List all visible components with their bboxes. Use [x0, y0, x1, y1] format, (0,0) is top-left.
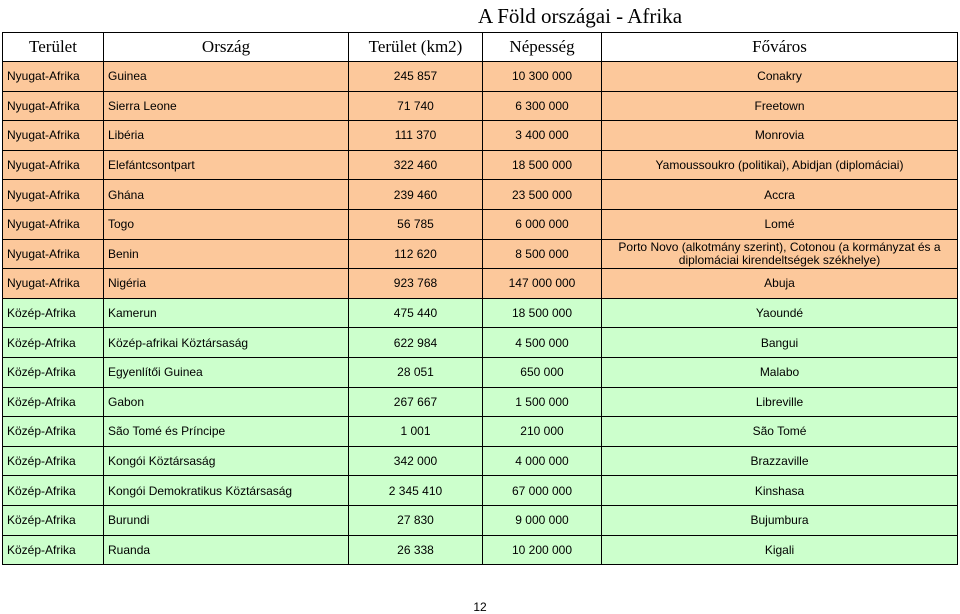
cell-population: 3 400 000: [483, 121, 602, 151]
cell-capital: Yaoundé: [602, 298, 958, 328]
column-header-country: Ország: [104, 33, 349, 62]
cell-country: Elefántcsontpart: [104, 150, 349, 180]
cell-capital: Bujumbura: [602, 505, 958, 535]
cell-population: 6 300 000: [483, 91, 602, 121]
cell-region: Nyugat-Afrika: [3, 180, 104, 210]
cell-capital: Abuja: [602, 269, 958, 299]
column-header-region: Terület: [3, 33, 104, 62]
cell-area: 475 440: [349, 298, 483, 328]
cell-population: 147 000 000: [483, 269, 602, 299]
cell-capital: Porto Novo (alkotmány szerint), Cotonou (a kormányzat és a diplomáciai kirendeltségek székhelye): [602, 239, 958, 269]
cell-area: 71 740: [349, 91, 483, 121]
cell-area: 923 768: [349, 269, 483, 299]
cell-area: 622 984: [349, 328, 483, 358]
cell-area: 112 620: [349, 239, 483, 269]
page-number: 12: [473, 600, 487, 614]
cell-area: 1 001: [349, 417, 483, 447]
cell-area: 267 667: [349, 387, 483, 417]
cell-capital: Bangui: [602, 328, 958, 358]
table-row: [3, 62, 958, 92]
cell-region: Nyugat-Afrika: [3, 91, 104, 121]
cell-region: Közép-Afrika: [3, 535, 104, 565]
cell-country: Nigéria: [104, 269, 349, 299]
cell-population: 18 500 000: [483, 150, 602, 180]
cell-country: Ruanda: [104, 535, 349, 565]
cell-region: Nyugat-Afrika: [3, 150, 104, 180]
cell-population: 4 500 000: [483, 328, 602, 358]
cell-capital: Malabo: [602, 357, 958, 387]
cell-population: 67 000 000: [483, 476, 602, 506]
cell-region: Közép-Afrika: [3, 446, 104, 476]
cell-country: Közép-afrikai Köztársaság: [104, 328, 349, 358]
cell-region: Nyugat-Afrika: [3, 121, 104, 151]
column-header-population: Népesség: [483, 33, 602, 62]
cell-population: 18 500 000: [483, 298, 602, 328]
column-header-capital: Főváros: [602, 33, 958, 62]
cell-area: 342 000: [349, 446, 483, 476]
table-row: [3, 91, 958, 121]
cell-area: 322 460: [349, 150, 483, 180]
table-row: [3, 505, 958, 535]
cell-population: 10 300 000: [483, 62, 602, 92]
cell-area: 239 460: [349, 180, 483, 210]
cell-area: 111 370: [349, 121, 483, 151]
cell-capital: Brazzaville: [602, 446, 958, 476]
table-row: [3, 239, 958, 269]
table-row: [3, 269, 958, 299]
cell-country: Benin: [104, 239, 349, 269]
cell-country: Togo: [104, 209, 349, 239]
cell-population: 9 000 000: [483, 505, 602, 535]
countries-table: [2, 32, 958, 565]
cell-country: São Tomé és Príncipe: [104, 417, 349, 447]
cell-country: Guinea: [104, 62, 349, 92]
cell-population: 1 500 000: [483, 387, 602, 417]
cell-capital: Libreville: [602, 387, 958, 417]
cell-region: Nyugat-Afrika: [3, 239, 104, 269]
cell-region: Nyugat-Afrika: [3, 209, 104, 239]
cell-population: 4 000 000: [483, 446, 602, 476]
cell-area: 26 338: [349, 535, 483, 565]
table-row: [3, 446, 958, 476]
cell-country: Kongói Köztársaság: [104, 446, 349, 476]
cell-capital: Conakry: [602, 62, 958, 92]
cell-region: Közép-Afrika: [3, 328, 104, 358]
cell-country: Sierra Leone: [104, 91, 349, 121]
cell-country: Ghána: [104, 180, 349, 210]
table-row: [3, 535, 958, 565]
table-row: [3, 121, 958, 151]
column-header-area: Terület (km2): [349, 33, 483, 62]
cell-area: 245 857: [349, 62, 483, 92]
cell-country: Egyenlítői Guinea: [104, 357, 349, 387]
cell-capital: Kinshasa: [602, 476, 958, 506]
table-body: [3, 62, 958, 565]
cell-area: 2 345 410: [349, 476, 483, 506]
table-row: [3, 209, 958, 239]
cell-region: Közép-Afrika: [3, 298, 104, 328]
table-row: [3, 387, 958, 417]
cell-capital: Kigali: [602, 535, 958, 565]
cell-capital: São Tomé: [602, 417, 958, 447]
cell-region: Nyugat-Afrika: [3, 269, 104, 299]
cell-country: Kongói Demokratikus Köztársaság: [104, 476, 349, 506]
cell-area: 27 830: [349, 505, 483, 535]
cell-capital: Yamoussoukro (politikai), Abidjan (diplomáciai): [602, 150, 958, 180]
table-row: [3, 180, 958, 210]
table-row: [3, 298, 958, 328]
cell-region: Közép-Afrika: [3, 476, 104, 506]
cell-population: 23 500 000: [483, 180, 602, 210]
cell-population: 10 200 000: [483, 535, 602, 565]
table-row: [3, 328, 958, 358]
cell-population: 650 000: [483, 357, 602, 387]
cell-capital: Monrovia: [602, 121, 958, 151]
cell-region: Közép-Afrika: [3, 357, 104, 387]
cell-region: Közép-Afrika: [3, 387, 104, 417]
cell-population: 210 000: [483, 417, 602, 447]
cell-region: Nyugat-Afrika: [3, 62, 104, 92]
cell-region: Közép-Afrika: [3, 417, 104, 447]
table-row: [3, 417, 958, 447]
cell-country: Burundi: [104, 505, 349, 535]
cell-region: Közép-Afrika: [3, 505, 104, 535]
cell-population: 6 000 000: [483, 209, 602, 239]
table-row: [3, 150, 958, 180]
table-row: [3, 357, 958, 387]
cell-population: 8 500 000: [483, 239, 602, 269]
page-title: A Föld országai - Afrika: [477, 4, 683, 28]
cell-capital: Lomé: [602, 209, 958, 239]
cell-capital: Freetown: [602, 91, 958, 121]
cell-area: 56 785: [349, 209, 483, 239]
cell-country: Kamerun: [104, 298, 349, 328]
cell-area: 28 051: [349, 357, 483, 387]
cell-country: Libéria: [104, 121, 349, 151]
table-row: [3, 476, 958, 506]
table-header-row: [3, 33, 958, 62]
cell-country: Gabon: [104, 387, 349, 417]
cell-capital: Accra: [602, 180, 958, 210]
